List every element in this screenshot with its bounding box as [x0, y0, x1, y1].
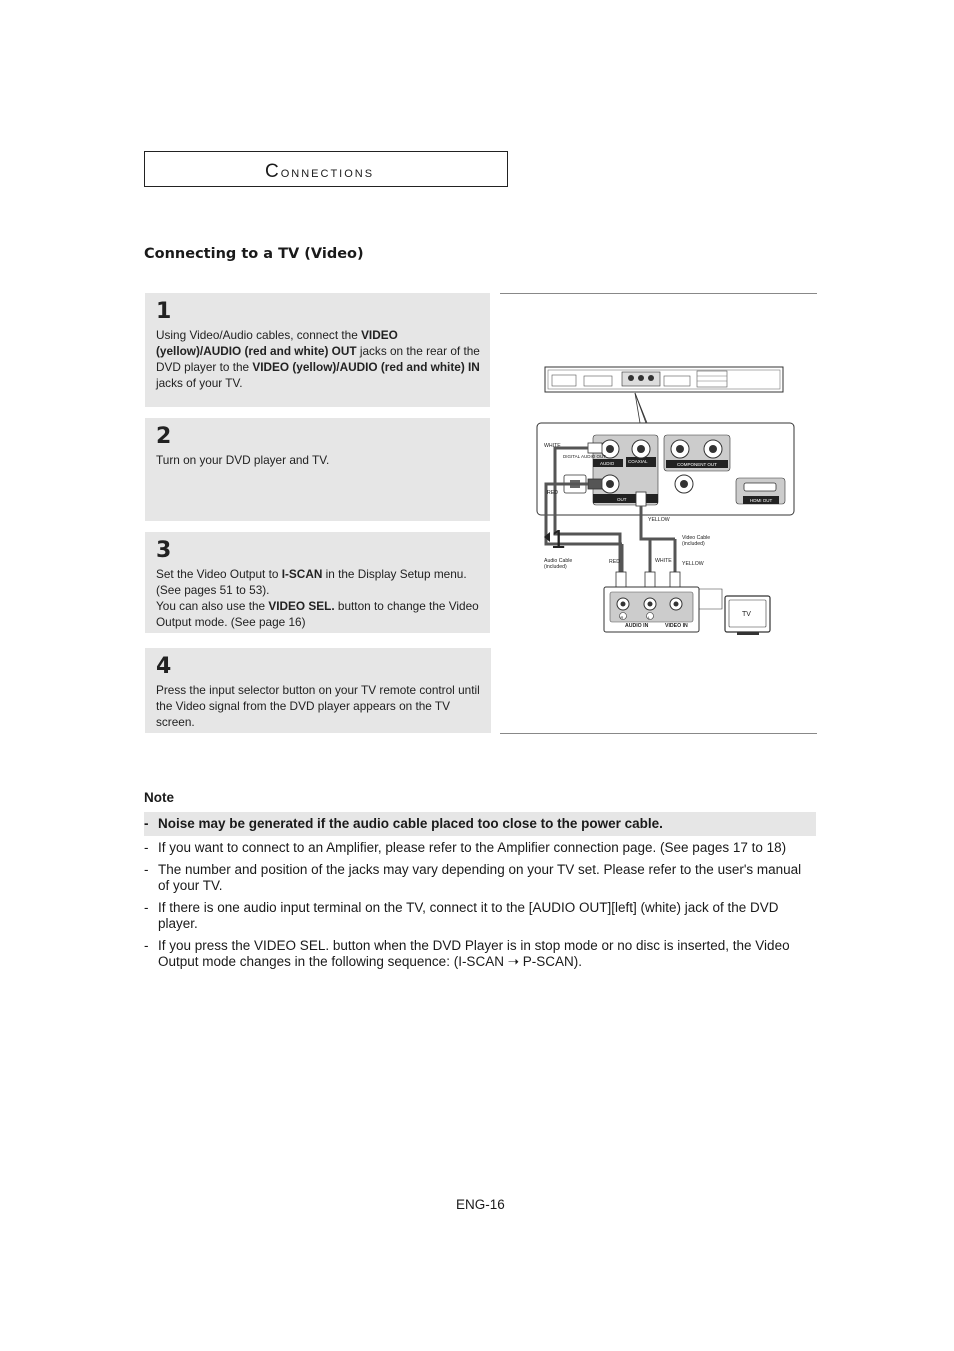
- label-coaxial: COAXIAL: [628, 459, 648, 464]
- label-audio-cable-included: (included): [544, 564, 567, 570]
- label-white: WHITE: [544, 443, 561, 449]
- label-jack-l: L: [648, 615, 651, 620]
- label-digital-audio-out: DIGITAL AUDIO OUT: [563, 454, 607, 459]
- note-heading: Note: [144, 790, 174, 805]
- label-video-cable-included: (included): [682, 541, 705, 547]
- label-out: OUT: [617, 497, 627, 502]
- step-number: 1: [156, 299, 172, 324]
- step-4: 4 Press the input selector button on your TV remote control until the Video signal from the DVD player appears on the TV screen.: [145, 648, 491, 733]
- step-2: 2 Turn on your DVD player and TV.: [145, 418, 490, 521]
- section-title: Connecting to a TV (Video): [144, 246, 364, 262]
- step-marker: 1: [551, 524, 566, 554]
- label-yellow-2: YELLOW: [682, 561, 704, 567]
- label-hdmi-out: HDMI OUT: [750, 498, 773, 503]
- label-optical: OPTICAL: [564, 498, 584, 503]
- dvd-player-rear: [545, 367, 783, 392]
- note-item: - The number and position of the jacks may vary depending on your TV set. Please refer to the user's manual of your TV.: [144, 862, 802, 893]
- chapter-header: [144, 151, 508, 187]
- page-number: ENG-16: [456, 1197, 505, 1212]
- label-video-in: VIDEO IN: [665, 623, 688, 629]
- step-number: 2: [156, 424, 172, 449]
- step-number: 4: [156, 654, 172, 679]
- label-yellow: YELLOW: [648, 517, 670, 523]
- label-audio: AUDIO: [600, 461, 615, 466]
- label-red-2: RED: [609, 559, 620, 565]
- note-item: - Noise may be generated if the audio cable placed too close to the power cable.: [144, 812, 816, 836]
- label-video-cable: Video Cable: [682, 535, 711, 541]
- label-audio-cable: Audio Cable: [544, 558, 573, 564]
- connection-diagram: [500, 294, 817, 734]
- connection-diagram-svg: [500, 294, 817, 734]
- note-item: - If there is one audio input terminal on the TV, connect it to the [AUDIO OUT][left] (white) jack of the DVD player.: [144, 900, 779, 931]
- label-tv: TV: [742, 611, 751, 618]
- label-red: RED: [547, 490, 558, 496]
- note-item: - If you press the VIDEO SEL. button when the DVD Player is in stop mode or no disc is inserted, the Video Output mode changes in the following sequence: (I-SCAN ➝ P-SCAN).: [144, 938, 790, 969]
- step-1: 1 Using Video/Audio cables, connect the VIDEO (yellow)/AUDIO (red and white) OUT jacks on the rear of the DVD player to the VIDEO (yellow)/AUDIO (red and white) IN jacks of your TV.: [145, 293, 490, 407]
- label-audio-in: AUDIO IN: [625, 623, 649, 629]
- label-jack-r: R: [620, 615, 624, 620]
- note-list: [144, 812, 816, 976]
- label-component-out: COMPONENT OUT: [677, 462, 717, 467]
- label-white-2: WHITE: [655, 558, 672, 564]
- step-3: 3 Set the Video Output to I-SCAN in the Display Setup menu. (See pages 51 to 53). You can also use the VIDEO SEL. button to change the Video Output mode. (See page 16): [145, 532, 490, 633]
- chapter-title: Connections: [265, 161, 375, 182]
- note-item: - If you want to connect to an Amplifier, please refer to the Amplifier connection page. (See pages 17 to 18): [144, 840, 787, 855]
- step-number: 3: [156, 538, 172, 563]
